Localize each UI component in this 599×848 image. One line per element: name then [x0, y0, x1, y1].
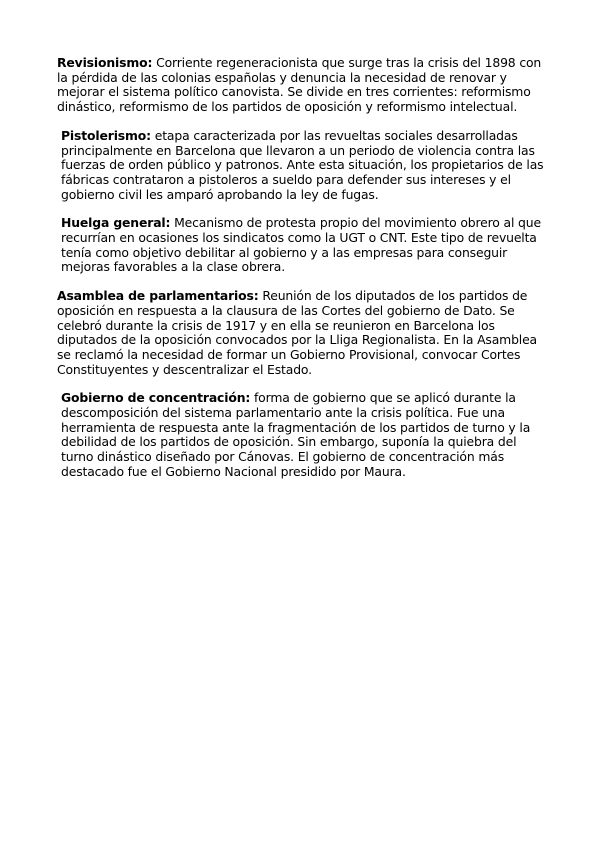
definition-asamblea-parlamentarios: Reunión de los diputados de los partidos de oposición en respuesta a la clausura de las Cortes del gobierno de Dato. Se celebró durante la crisis de 1917 y en ella se reunieron en Barcelona los diputados de la oposición convocados por la Lliga Regionalista. En la Asamblea se reclamó la necesidad de formar un Gobierno Provisional, convocar Cortes Constituyentes y descentralizar el Estado.	[57, 288, 538, 377]
term-asamblea-parlamentarios: Asamblea de parlamentarios:	[57, 288, 259, 304]
document-page	[57, 56, 544, 494]
definition-gobierno-concentracion: forma de gobierno que se aplicó durante la descomposición del sistema parlamentario ante la crisis política. Fue una herramienta de respuesta ante la fragmentación de los partidos de turno y la debilidad de los partidos de oposición. Sin embargo, suponía la quiebra del turno dinástico diseñado por Cánovas. El gobierno de concentración más destacado fue el Gobierno Nacional presidido por Maura.	[61, 390, 531, 479]
entry-gobierno-concentracion	[57, 391, 544, 479]
entry-asamblea-parlamentarios	[57, 289, 544, 377]
entry-revisionismo	[57, 56, 544, 115]
definition-revisionismo: Corriente regeneracionista que surge tras la crisis del 1898 con la pérdida de las colonias españolas y denuncia la necesidad de renovar y mejorar el sistema político canovista. Se divide en tres corrientes: reformismo dinástico, reformismo de los partidos de oposición y reformismo intelectual.	[57, 55, 542, 115]
entry-huelga-general	[57, 216, 544, 275]
entry-pistolerismo	[57, 129, 544, 203]
term-pistolerismo: Pistolerismo:	[61, 127, 151, 143]
term-revisionismo: Revisionismo:	[57, 55, 153, 70]
term-huelga-general: Huelga general:	[61, 215, 171, 231]
definition-huelga-general: Mecanismo de protesta propio del movimiento obrero al que recurrían en ocasiones los sindicatos como la UGT o CNT. Este tipo de revuelta tenía como objetivo debilitar al gobierno y a las empresas para conseguir mejoras favorables a la clase obrera.	[61, 215, 541, 275]
definition-pistolerismo: etapa caracterizada por las revueltas sociales desarrolladas principalmente en Barcelona que llevaron a un periodo de violencia contra las fuerzas de orden público y patronos. Ante esta situación, los propietarios de las fábricas contrataron a pistoleros a sueldo para defender sus intereses y el gobierno civil les amparó aprobando la ley de fugas.	[61, 127, 544, 202]
term-gobierno-concentracion: Gobierno de concentración:	[61, 390, 251, 406]
